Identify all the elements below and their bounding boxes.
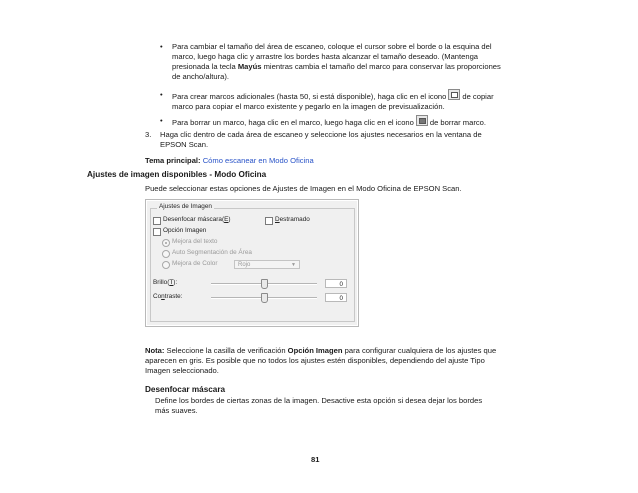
bullet-1-line-4: de ancho/altura). bbox=[172, 72, 229, 81]
copy-frame-icon bbox=[448, 89, 460, 100]
step-3-text bbox=[160, 130, 482, 150]
step-3-line-2: EPSON Scan. bbox=[160, 140, 209, 149]
parent-topic-label: Tema principal: bbox=[145, 156, 201, 165]
unsharp-mask-label: Desenfocar máscara(E) bbox=[163, 216, 231, 223]
bullet-marker: • bbox=[160, 116, 163, 125]
contrast-label: Contraste: bbox=[153, 293, 183, 300]
color-enhancement-label: Mejora de Color bbox=[172, 260, 218, 267]
section-intro: Puede seleccionar estas opciones de Ajustes de Imagen en el Modo Oficina de EPSON Scan. bbox=[145, 184, 462, 193]
brightness-slider-thumb[interactable] bbox=[261, 279, 268, 289]
image-settings-panel bbox=[145, 199, 359, 327]
note-label: Nota: bbox=[145, 346, 165, 355]
descreening-label: Destramado bbox=[275, 216, 310, 223]
note-block bbox=[145, 346, 496, 376]
descreening-checkbox[interactable] bbox=[265, 217, 273, 225]
bullet-marker: • bbox=[160, 42, 163, 51]
bullet-2-line-2: marco para copiar el marco existente y pegarlo en la imagen de previsualización. bbox=[172, 102, 445, 111]
unsharp-mask-line-2: más suaves. bbox=[155, 406, 198, 415]
bullet-1-line-1: Para cambiar el tamaño del área de escaneo, coloque el cursor sobre el borde o la esquina del bbox=[172, 42, 492, 51]
bullet-3-line-1: Para borrar un marco, haga clic en el marco, luego haga clic en el icono de borrar marco. bbox=[172, 115, 486, 128]
bullet-2-line-1: Para crear marcos adicionales (hasta 50, si está disponible), haga clic en el icono de copiar bbox=[172, 89, 494, 102]
contrast-slider-thumb[interactable] bbox=[261, 293, 268, 303]
key-name: Mayús bbox=[237, 62, 262, 71]
color-enhancement-select[interactable] bbox=[234, 260, 300, 269]
page-number: 81 bbox=[311, 455, 320, 464]
chevron-down-icon: ▼ bbox=[291, 262, 296, 268]
auto-area-segmentation-radio[interactable] bbox=[162, 250, 170, 258]
unsharp-mask-heading: Desenfocar máscara bbox=[145, 385, 226, 394]
color-select-value: Rojo bbox=[238, 262, 251, 268]
delete-frame-icon bbox=[416, 115, 428, 126]
bullet-1-line-2: marco, luego haga clic y arrastre los bordes hasta alcanzar el tamaño deseado. (Mantenga bbox=[172, 52, 479, 61]
brightness-value-field[interactable]: 0 bbox=[325, 279, 347, 288]
unsharp-mask-checkbox[interactable] bbox=[153, 217, 161, 225]
image-option-checkbox[interactable] bbox=[153, 228, 161, 236]
parent-topic-link[interactable]: Cómo escanear en Modo Oficina bbox=[202, 156, 314, 165]
group-title: Ajustes de Imagen bbox=[159, 203, 212, 210]
bullet-3-text bbox=[172, 115, 486, 128]
image-settings-group bbox=[150, 203, 355, 322]
contrast-value-field[interactable]: 0 bbox=[325, 293, 347, 302]
text-enhancement-label: Mejora del texto bbox=[172, 238, 218, 245]
bullet-2-text bbox=[172, 89, 494, 112]
brightness-label: Brillo(T): bbox=[153, 279, 178, 286]
bullet-1-line-3: presionada la tecla Mayús mientras cambia el tamaño del marco para conservar las proporciones bbox=[172, 62, 501, 71]
image-option-label: Opción Imagen bbox=[163, 227, 207, 234]
section-heading: Ajustes de imagen disponibles - Modo Oficina bbox=[87, 170, 267, 179]
parent-topic bbox=[145, 156, 314, 166]
step-3-line-1: Haga clic dentro de cada área de escaneo y seleccione los ajustes necesarios en la ventana de bbox=[160, 130, 482, 139]
auto-area-segmentation-label: Auto Segmentación de Área bbox=[172, 249, 252, 256]
unsharp-mask-description bbox=[155, 396, 482, 416]
step-number: 3. bbox=[145, 130, 152, 139]
bullet-1-text bbox=[172, 42, 501, 82]
color-enhancement-radio[interactable] bbox=[162, 261, 170, 269]
note-line-1: Nota: Seleccione la casilla de verificación Opción Imagen para configurar cualquiera de los ajustes que bbox=[145, 346, 497, 355]
unsharp-mask-line-1: Define los bordes de ciertas zonas de la imagen. Desactive esta opción si desea dejar los bordes bbox=[155, 396, 483, 405]
note-line-2: aparecen en gris. Es posible que no todos los ajustes estén disponibles, dependiendo del ajuste Tipo bbox=[145, 356, 485, 365]
note-line-3: Imagen seleccionado. bbox=[145, 366, 219, 375]
text-enhancement-radio[interactable] bbox=[162, 239, 170, 247]
bullet-marker: • bbox=[160, 90, 163, 99]
